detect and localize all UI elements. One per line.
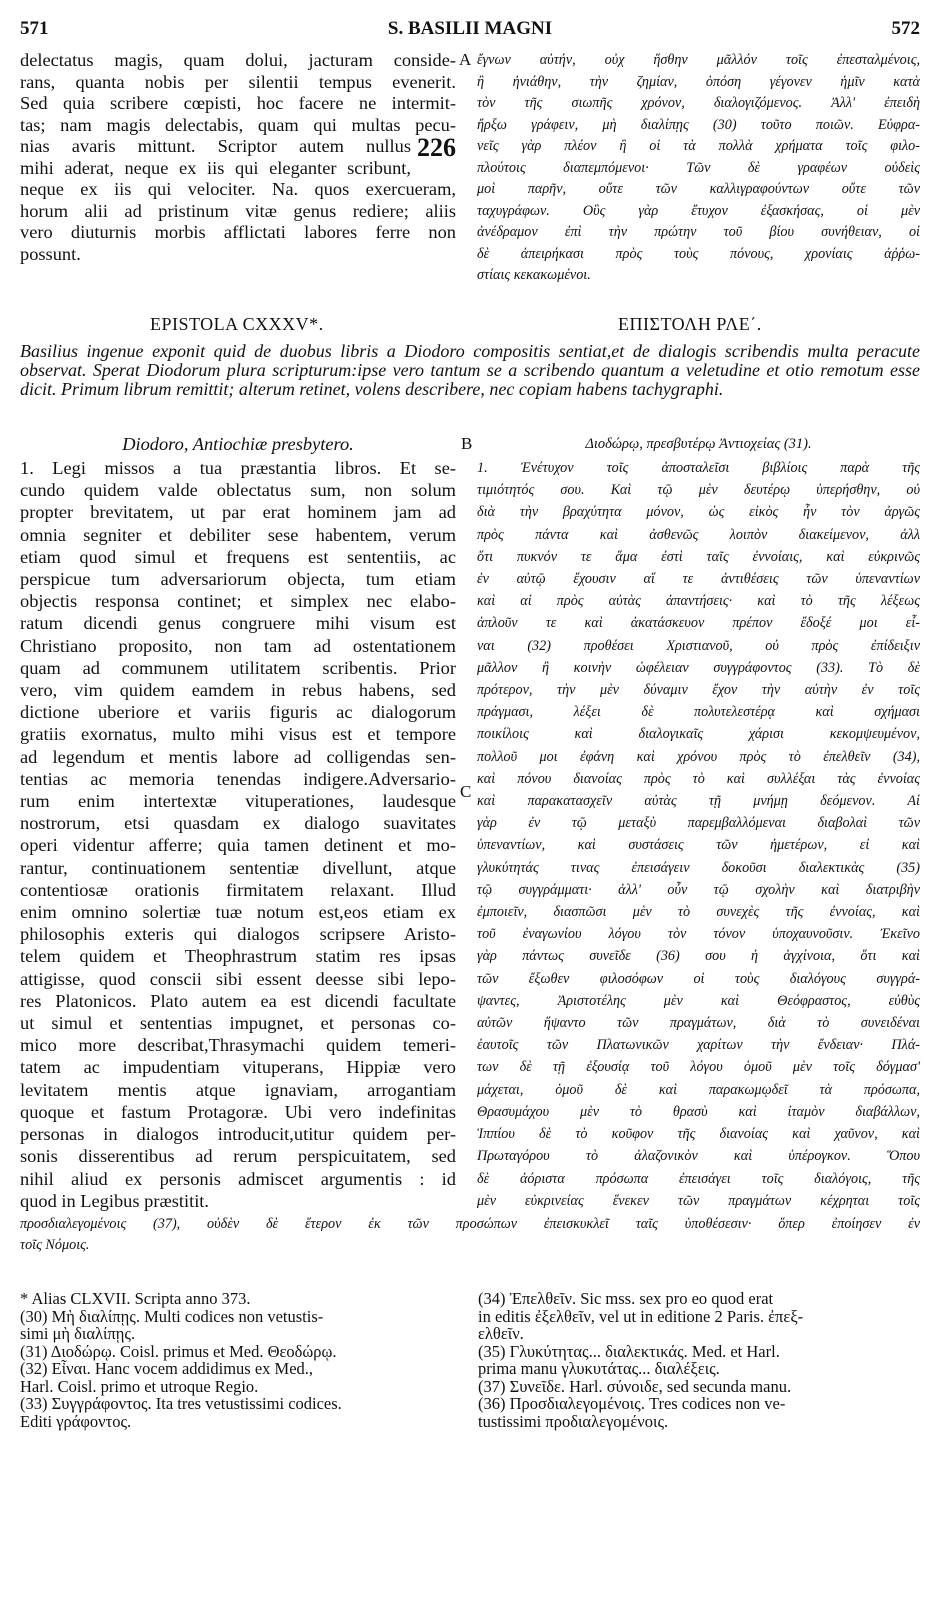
greek-address: Διοδώρῳ, πρεσβυτέρῳ Ἀντιοχείας (31). — [585, 436, 812, 452]
text-line: ἔγνων αὐτήν, οὐχ ἥσθην μᾶλλόν τοῖς ἐπεσταλμένοις, — [477, 52, 920, 68]
text-line: ut simul et sententias impugnet, et personas co- — [20, 1013, 456, 1034]
footnote-line: (37) Συνεῖδε. Harl. σύνοιδε, sed secunda manu. — [478, 1376, 792, 1396]
text-line: vero diuturnis morbis afflictati labores ferre non — [20, 222, 456, 242]
text-line: πρότερον, τὴν μὲν δύναμιν ἔχον τὴν αὐτὴν ἐν τοῖς — [477, 682, 920, 699]
page-number-left: 571 — [20, 18, 49, 39]
text-line: nostrorum, etsi quasdam ex dialogo suavitates — [20, 813, 456, 834]
text-line: objectis responsa continet; et simplex nec elabo- — [20, 591, 456, 612]
text-line: πολλοῦ μοι ἐφάνη καὶ χρόνου πρὸς τὸ ἐπελθεῖν (34), — [477, 748, 920, 765]
text-line: rum enim intertextæ vituperationes, laudesque — [20, 791, 456, 812]
footnote-line: Editi γράφοντος. — [20, 1411, 132, 1431]
text-line: telem quidem et Theophrastrum statim res ipsas — [20, 946, 456, 967]
text-line: ratum dicendi genus congruere mihi visum est — [20, 613, 456, 634]
text-line: perspicue tum adversariorum objecta, tum etiam — [20, 569, 456, 590]
text-line: ναι (32) προθέσει Χριστιανοῦ, οὐ πρὸς ἐπίδειξιν — [477, 637, 920, 654]
text-line: τοῦ ἐναγωνίου λόγου τὸν τόνον ὑποχαυνοῦσιν. Ἐκεῖνο — [477, 926, 920, 943]
text-line: τοῖς Νόμοις. — [20, 1237, 90, 1253]
text-line-content: nias avaris mittunt. Scriptor autem nullus — [20, 136, 411, 156]
text-line: 1. Ἐνέτυχον τοῖς ἀποσταλεῖσι βιβλίοις παρὰ τῆς — [477, 460, 920, 476]
text-line: γὰρ πάντως συνεῖδε (36) σου ἡ ἀγχίνοια, ὅτι καὶ — [477, 948, 920, 965]
page-number-right: 572 — [891, 18, 920, 39]
previous-letter-greek — [477, 50, 920, 287]
text-line: τὸν τῆς σιωπῆς χρόνον, διαλογιζόμενος. Ἀλλ' ἐπειδὴ — [477, 95, 920, 111]
text-line: 1. Legi missos a tua præstantia libros. Et se- — [20, 458, 456, 478]
text-line: μοὶ παρῆν, οὔτε τῶν καλλιγραφούντων οὔτε τῶν — [477, 181, 920, 197]
epistle-summary: Basilius ingenue exponit quid de duobus libris a Diodoro compositis sentiat,et de dialogis scribendis multa peracute observat. Sperat Diodorum plura scripturum:ipse vero tantum se a scribendo quantum a veletudine et otio remotum esse dicit. Primum librum remittit; alterum retinet, volens describere, nec copiam habens tachygraphi. — [20, 341, 920, 399]
footnote-line: (35) Γλυκύτητας... διαλεκτικάς. Med. et Harl. — [478, 1341, 780, 1361]
latin-body — [20, 457, 456, 1212]
text-line: Ἱππίου δὲ τὸ κοῦφον τῆς διανοίας καὶ χαῦνον, καὶ — [477, 1126, 920, 1143]
text-line: καὶ πόνου διανοίας πρὸς τὸ καὶ συλλέξαι τὰς ἐννοίας — [477, 770, 920, 787]
text-line: πρὸς πάντα καὶ ἀσθενῶς λοιπὸν διακείμενον, ἀλλ — [477, 526, 920, 543]
greek-body — [477, 457, 920, 1212]
text-line: Θρασυμάχου μὲν τὸ θρασὺ καὶ ἰταμὸν διαβάλλων, — [477, 1103, 920, 1120]
margin-mark-c: C — [460, 782, 472, 801]
footnote-line: * Alias CLXVII. Scripta anno 373. — [20, 1289, 251, 1308]
text-line: Πρωταγόρου τὸ ἀλαζονικὸν καὶ ὑπέρογκον. Ὅπου — [477, 1148, 920, 1165]
text-line: τιμιότητός σου. Καὶ τῷ μὲν δευτέρῳ ὑπερήσθην, οὐ — [477, 482, 920, 499]
text-line: στίαις κεκακωμένοι. — [477, 267, 591, 283]
epistle-latin-title: EPISTOLA CXXXV*. — [150, 314, 324, 334]
text-line: αὐτῶν ἥψαντο τῶν πραγμάτων, διὰ τὸ συνειδέναι — [477, 1015, 920, 1032]
text-line: vero, vim quidem eamdem in rebus habens, sed — [20, 680, 456, 701]
text-line: γὰρ ἐν τῷ μεταξὺ παρεμβαλλόμεναι διαβολαὶ τῶν — [477, 815, 920, 832]
text-line: quoque et fastum Protagoræ. Ubi vero indefinitas — [20, 1101, 456, 1122]
footnote-line: (31) Διοδώρῳ. Coisl. primus et Med. Θεοδώρῳ. — [20, 1341, 337, 1361]
previous-letter-latin — [20, 50, 456, 265]
text-line: delectatus magis, quam dolui, jacturam conside- — [20, 50, 456, 70]
text-line: διὰ τὴν βραχύτητα μόνον, ὡς εἰκὸς ἦν τὸν ἀργῶς — [477, 504, 920, 521]
margin-mark-b: B — [461, 434, 473, 453]
text-line: ἐμποιεῖν, διασπῶσι μὲν τὸ συνεχὲς τῆς ἐννοίας, καὶ — [477, 904, 920, 921]
text-line: καὶ αἱ πρὸς αὐτὰς ἀπαντήσεις· καὶ τὸ τῆς λέξεως — [477, 593, 920, 610]
text-line: δὲ ἀόριστα πρόσωπα ἐπεισάγει τοῖς διαλόγοις, τῆς — [477, 1170, 920, 1187]
footnotes-right — [478, 1290, 920, 1430]
footnote-line: (30) Μὴ διαλίπῃς. Multi codices non vetustis- — [20, 1306, 324, 1326]
text-line: philosophis exteris qui dialogos scripsere Aristo- — [20, 924, 456, 945]
footnote-line: prima manu γλυκυτάτας... διαλέξεις. — [478, 1359, 720, 1378]
text-line: τῶν ἔξωθεν φιλοσόφων οἱ τοὺς διαλόγους συγγρά- — [477, 970, 920, 987]
text-line: levitatem mentis atque ignaviam, arrogantiam — [20, 1079, 456, 1100]
text-line: enim omnino solertiæ tuæ notum est,eos etiam ex — [20, 902, 456, 923]
text-line: ποικίλοις καὶ διαλογικαῖς χάρισι κεκομψευμένον, — [477, 726, 920, 743]
text-line: δὲ ἀπειρήκασι πρὸς τοὺς πόνους, χρονίαις ἀῤῥω- — [477, 245, 920, 262]
footnote-line: simi μὴ διαλίπῃς. — [20, 1324, 136, 1343]
text-line: operi videntur afferre; quia tamen detinent et mo- — [20, 835, 456, 856]
text-line: ὅτι πυκνόν τε ἅμα ἐστὶ ταῖς ἐννοίαις, καὶ εὐκρινῶς — [477, 548, 920, 565]
text-line: μάχεται, ὁμοῦ δὲ καὶ παρακωμῳδεῖ τὰ πρόσωπα, — [477, 1081, 920, 1098]
text-line — [20, 133, 456, 162]
running-title: S. BASILII MAGNI — [387, 18, 553, 39]
greek-continuation — [20, 1214, 920, 1256]
text-line: ἑαυτοῖς τῶν Πλατωνικῶν χαρίτων τὴν ἔνδειαν· Πλά- — [477, 1037, 920, 1054]
footnote-line: tustissimi προδιαλεγομένοις. — [478, 1411, 669, 1431]
latin-address: Diodoro, Antiochiæ presbytero. — [122, 434, 354, 454]
margin-mark-a: A — [459, 50, 472, 69]
text-line: ἁπλοῦν τε καὶ ἀκατάσκευον πρέπον ἔδοξέ μοι εἶ- — [477, 615, 920, 632]
text-line: προσδιαλεγομένοις (37), οὐδὲν δὲ ἕτερον ἐκ τῶν προσώπων ἐπεισκυκλεῖ ταῖς ὑποθέσεσιν· ὅπερ ἐποίησεν ἐν — [20, 1216, 920, 1232]
text-line: μὲν εὐκρινείας ἕνεκεν τῶν πραγμάτων κέχρηται τοῖς — [477, 1192, 920, 1209]
text-line: etiam quod simul et frequens est sententiis, ac — [20, 546, 456, 567]
text-line: res Platonicos. Plato autem ea est dicendi facultate — [20, 990, 456, 1011]
text-line: attigisse, quod conscii sibi essent deesse sibi lepo- — [20, 968, 456, 989]
text-line: ad legendum et mentis labore ad colligendas sen- — [20, 746, 456, 767]
text-line: ὑπεναντίων, καὶ συστάσεις τῶν ἡμετέρων, εἰ καὶ — [477, 837, 920, 854]
text-line: possunt. — [20, 243, 81, 264]
footnote-line: Harl. Coisl. primo et utroque Regio. — [20, 1376, 259, 1396]
text-line: contentiosæ orationis firmitatem relaxant. Illud — [20, 879, 456, 900]
text-line: personas in dialogos introducit,utitur quidem per- — [20, 1124, 456, 1145]
text-line: μᾶλλον ἢ κοινὴν ὠφέλειαν συγγράφοντος (33). Τὸ δὲ — [477, 659, 920, 676]
running-header — [20, 18, 920, 42]
footnote-line: (33) Συγγράφοντος. Ita tres vetustissimi codices. — [20, 1394, 342, 1413]
text-line: τῷ συγγράμματι· ἀλλ' οὖν τῷ σχολὴν καὶ διατριβὴν — [477, 881, 920, 898]
text-line: ψαντες, Ἀριστοτέλης μὲν καὶ Θεόφραστος, εὐθὺς — [477, 992, 920, 1009]
footnote-line: ελθεῖν. — [478, 1324, 524, 1343]
text-line: rans, quanta nobis per silentii tempus evenerit. — [20, 71, 456, 92]
text-line: των δὲ τῇ ἐξουσίᾳ τοῦ λόγου ὁμοῦ μὲν τοῖς δόγμασ' — [477, 1059, 920, 1076]
text-line: νεῖς γὰρ πλέον ἢ οἱ τὰ πολλὰ χρήματα τοῖς φιλο- — [477, 138, 920, 154]
text-line: tentias ac memoria tenendas indigere.Adversario- — [20, 768, 456, 789]
text-line: καὶ παρακατασχεῖν αὐτὰς τῇ μνήμῃ δεόμενον. Αἱ — [477, 793, 920, 810]
text-line: sonis disserentibus ad rerum perspicuitatem, sed — [20, 1146, 456, 1167]
text-line: πλούτοις διαπεμπόμενοι· Τῶν δὲ γραφέων οὐδεὶς — [477, 159, 920, 176]
text-line: tas; nam magis delectabis, quam qui multas pecu- — [20, 114, 456, 135]
text-line: tatem ac impudentiam vituperans, Hippiæ vero — [20, 1057, 456, 1078]
footnotes-left — [20, 1290, 460, 1430]
text-line: nihil aliud ex personis admiscet argumentis : id — [20, 1168, 456, 1189]
text-line: dictione uberiore et variis figuris ac dialogorum — [20, 702, 456, 723]
text-line: neque ex iis qui velociter. Na. quos exercueram, — [20, 179, 456, 199]
text-line: ἢ ἠνιάθην, τὴν ζημίαν, ὁπόση γέγονεν ἡμῖν κατὰ — [477, 73, 920, 90]
footnote-line: (34) Ἐπελθεῖν. Sic mss. sex pro eo quod erat — [478, 1289, 774, 1308]
text-line: ἐν αὐτῷ ἔχουσιν αἵ τε ἀντιθέσεις τῶν ὑπεναντίων — [477, 571, 920, 588]
text-line: γλυκύτητάς τινας ἐπεισάγειν δοκοῦσι διαλεκτικὰς (35) — [477, 859, 920, 876]
text-line: ἤρξω γράφειν, μὴ διαλίπῃς (30) τοῦτο ποιῶν. Εὐφρα- — [477, 116, 920, 133]
text-line: πράγμασι, λέξει δὲ πολυτελεστέρᾳ καὶ σχήμασι — [477, 704, 920, 721]
text-line: horum alii ad pristinum vitæ genus rediere; aliis — [20, 200, 456, 221]
text-line: rantur, continuationem sententiæ divellunt, atque — [20, 857, 456, 878]
text-line: Sed quia scribere cœpisti, hoc facere ne intermit- — [20, 93, 456, 113]
footnote-line: (36) Προσδιαλεγομένοις. Tres codices non ve- — [478, 1394, 786, 1413]
text-line: ταχυγράφων. Οὓς γὰρ ἔτυχον ἐξασκήσας, οἱ μὲν — [477, 202, 920, 219]
text-line: mico more describat,Thrasymachi quidem temeri- — [20, 1035, 456, 1056]
footnote-line: (32) Εἶναι. Hanc vocem addidimus ex Med., — [20, 1359, 314, 1378]
epistle-greek-title: ΕΠΙΣΤΟΛΗ ΡΛΕ΄. — [618, 314, 762, 334]
text-line: quod in Legibus præstitit. — [20, 1190, 210, 1211]
page-marker-number: 226 — [417, 133, 456, 162]
text-line: gratiis exornatus, multo mihi visus est et tempore — [20, 724, 456, 745]
text-line: cundo quidem valde oblectatus sum, non solum — [20, 480, 456, 501]
text-line: Christiano proposito, non tam ad ostentationem — [20, 635, 456, 656]
footnote-line: in editis ἐξελθεῖν, vel ut in editione 2 Paris. ἐπεξ- — [478, 1306, 804, 1326]
text-line: mihi aderat, neque ex iis qui eleganter scribunt, — [20, 157, 411, 178]
text-line: propter brevitatem, ut par erat hominem jam ad — [20, 502, 456, 523]
text-line: ἀνέδραμον ἐπὶ τὴν πρώτην τοῦ βίου συνήθειαν, οἱ — [477, 224, 920, 240]
text-line: quam ad communem utilitatem scribentis. Prior — [20, 657, 456, 678]
text-line: omnia segniter et debiliter sese habentem, verum — [20, 524, 456, 545]
